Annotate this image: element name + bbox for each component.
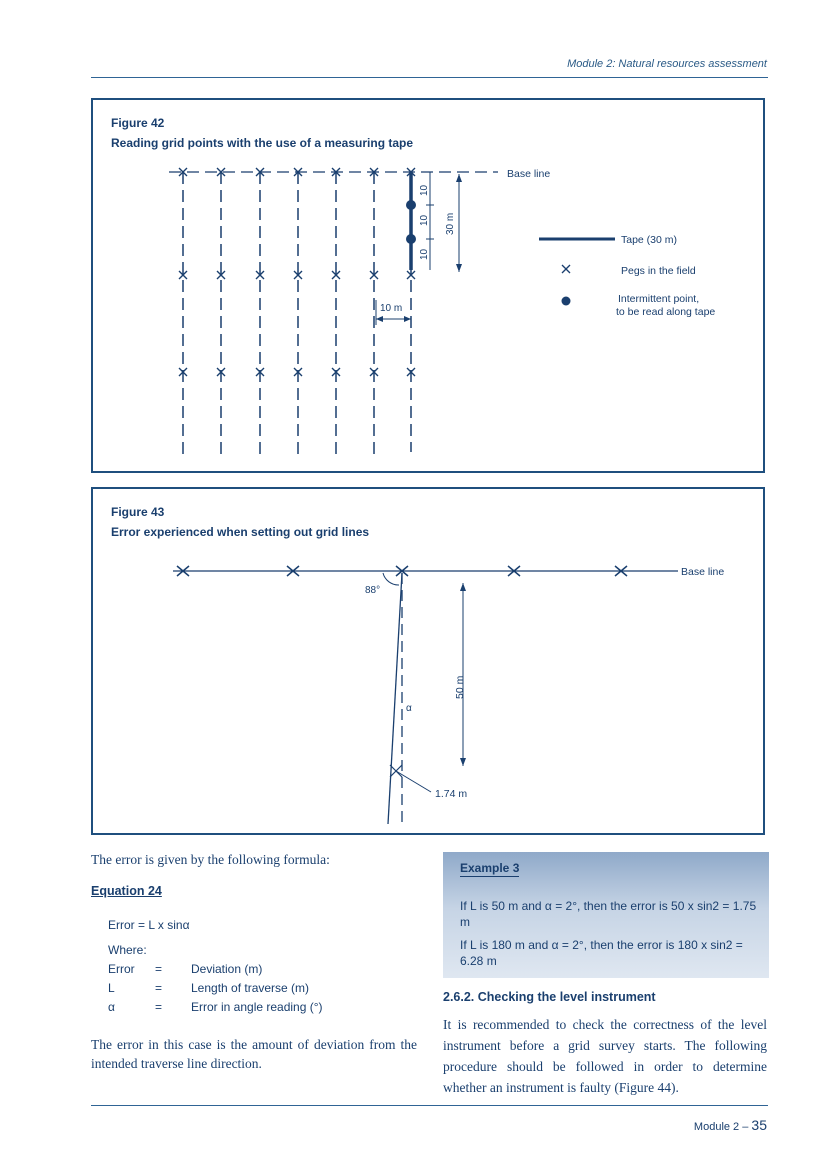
legend-intermittent-label-1: Intermittent point, bbox=[618, 293, 700, 305]
legend-peg-icon bbox=[562, 265, 570, 273]
header-rule bbox=[91, 77, 768, 78]
figure-42-diagram bbox=[93, 100, 763, 471]
figure-42-title: Reading grid points with the use of a measuring tape bbox=[111, 136, 414, 150]
length-label: 50 m bbox=[454, 675, 466, 699]
example-box bbox=[443, 852, 769, 978]
figure-43-title: Error experienced when setting out grid lines bbox=[111, 525, 370, 539]
legend-pegs-label: Pegs in the field bbox=[621, 265, 696, 277]
error-label: 1.74 m bbox=[435, 788, 468, 800]
angle-label: 88° bbox=[365, 585, 381, 596]
base-line-label: Base line bbox=[507, 168, 551, 180]
page-number: 35 bbox=[751, 1117, 767, 1133]
figure-43-box bbox=[91, 487, 765, 835]
footer-rule bbox=[91, 1105, 768, 1106]
dim-30m: 30 m bbox=[445, 212, 456, 235]
figure-42-label: Figure 42 bbox=[111, 116, 165, 130]
equation: Error = L x sinα bbox=[108, 918, 190, 932]
section-paragraph: It is recommended to check the correctness of the level instrument before a grid survey starts. The following procedure should be followed in order to determine whether an instrument is faulty (Figure 44). bbox=[443, 1017, 767, 1095]
variable-equals: = bbox=[155, 962, 163, 976]
example-line-2: If L is 180 m and α = 2°, then the error is 180 x sin2 = 6.28 m bbox=[460, 938, 743, 968]
where-label: Where: bbox=[108, 943, 147, 957]
dim-10-mid: 10 bbox=[419, 214, 430, 226]
example-title: Example 3 bbox=[460, 861, 520, 875]
intermittent-point bbox=[406, 200, 416, 210]
running-header: Module 2: Natural resources assessment bbox=[567, 58, 767, 70]
variable-definition: Deviation (m) bbox=[191, 962, 263, 976]
variable-symbol: α bbox=[108, 1000, 115, 1014]
actual-line bbox=[388, 573, 402, 824]
legend-intermittent-label-2: to be read along tape bbox=[616, 306, 716, 318]
variable-definition: Length of traverse (m) bbox=[191, 981, 310, 995]
base-line-label: Base line bbox=[681, 566, 725, 578]
dim-10-top: 10 bbox=[419, 184, 430, 196]
legend-point-icon bbox=[562, 297, 571, 306]
legend-tape-label: Tape (30 m) bbox=[621, 234, 678, 246]
example-line-1: If L is 50 m and α = 2°, then the error is 50 x sin2 = 1.75 m bbox=[460, 899, 757, 929]
page-footer bbox=[0, 1117, 767, 1133]
explanation-paragraph: The error in this case is the amount of deviation from the intended traverse line direction. bbox=[91, 1037, 417, 1071]
intermittent-point bbox=[406, 234, 416, 244]
variable-symbol: L bbox=[108, 981, 115, 995]
alpha-label: α bbox=[406, 703, 412, 714]
figure-43-diagram bbox=[93, 489, 763, 833]
variable-equals: = bbox=[155, 1000, 163, 1014]
dim-10-bottom: 10 bbox=[419, 248, 430, 260]
variable-equals: = bbox=[155, 981, 163, 995]
dim-10m: 10 m bbox=[380, 303, 403, 314]
variable-symbol: Error bbox=[108, 962, 135, 976]
footer-label: Module 2 – bbox=[693, 1121, 749, 1133]
section-heading: 2.6.2. Checking the level instrument bbox=[443, 990, 656, 1004]
variable-definition: Error in angle reading (°) bbox=[191, 1000, 323, 1014]
intro-paragraph: The error is given by the following formula: bbox=[91, 852, 330, 867]
figure-43-label: Figure 43 bbox=[111, 505, 165, 519]
figure-42-box bbox=[91, 98, 765, 473]
equation-heading: Equation 24 bbox=[91, 884, 162, 898]
